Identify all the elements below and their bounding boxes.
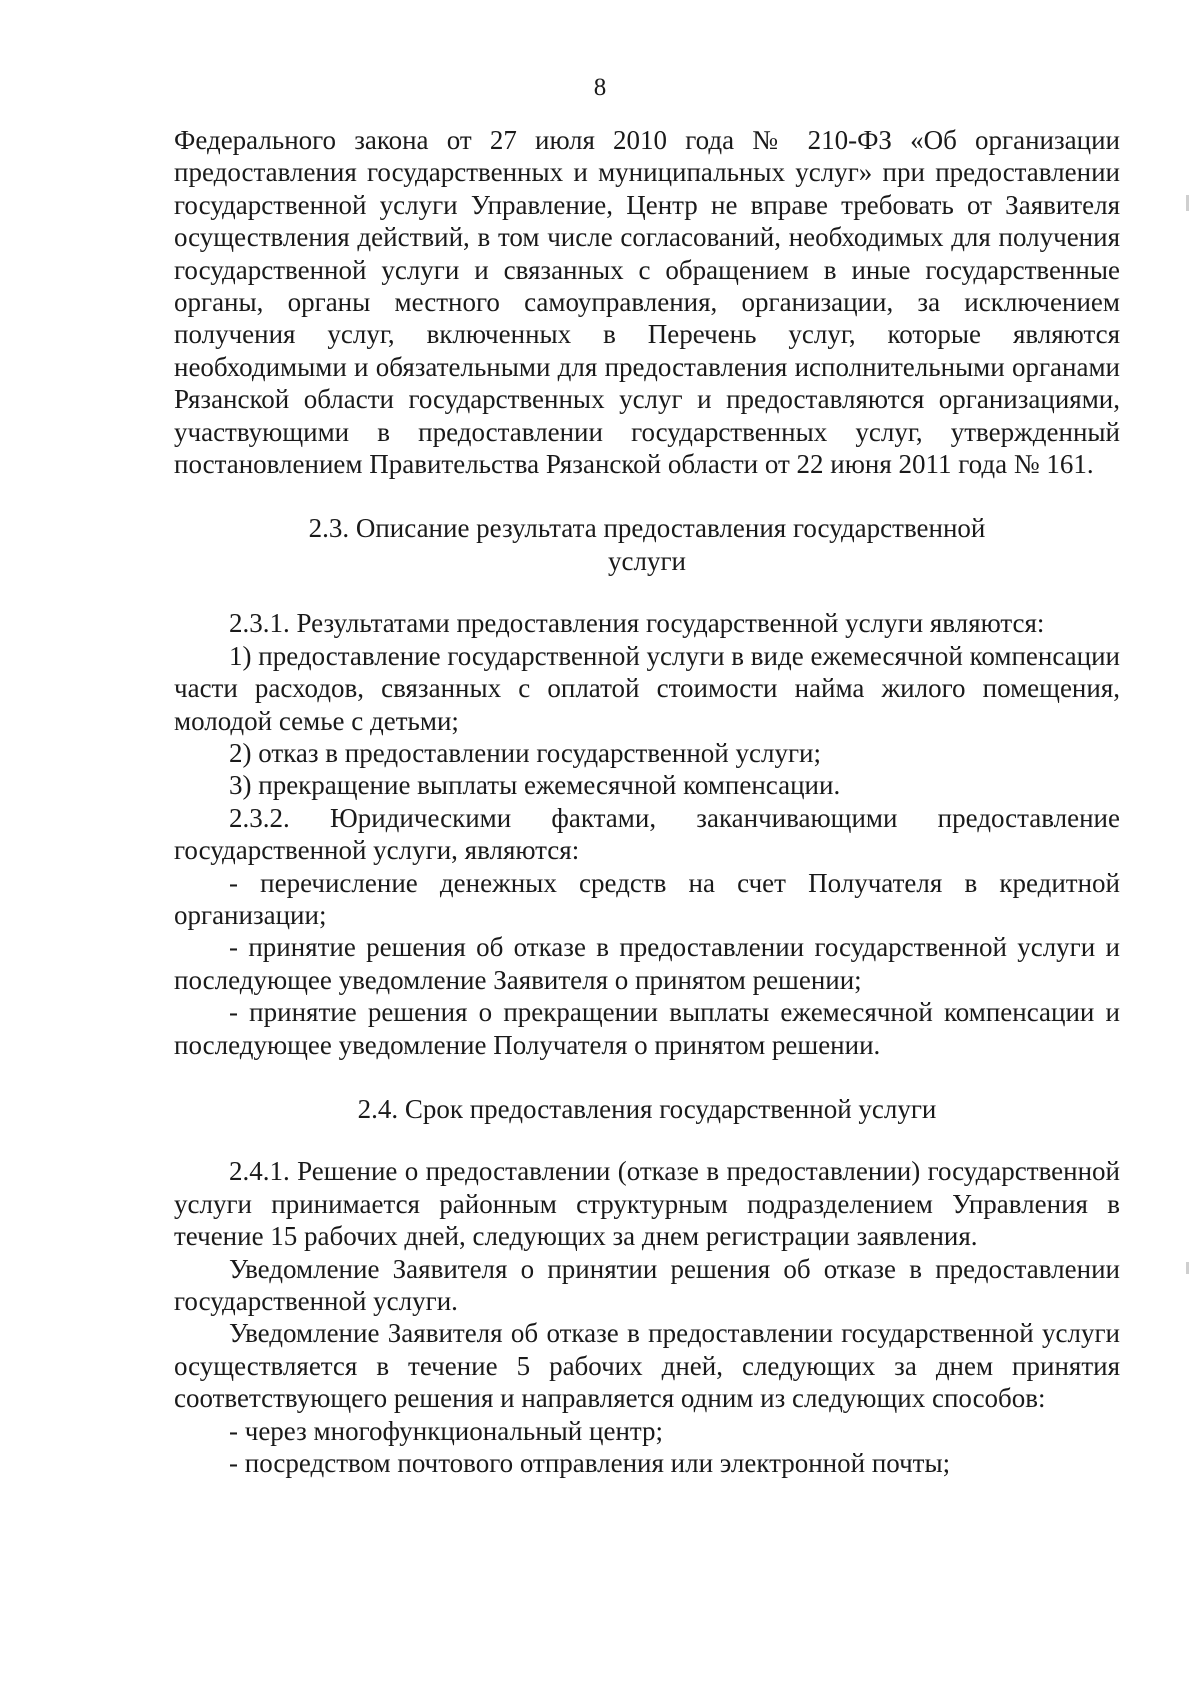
section-spacer	[174, 480, 1120, 512]
intro-paragraph: Федерального закона от 27 июля 2010 года № 210-ФЗ «Об организации предоставления государственных и муниципальных услуг» при предоставлении государственной услуги Управление, Центр не вправе требовать от Заявителя осуществления действий, в том числе согласований, необходимых для получения государственной услуги и связанных с обращением в иные государственные органы, органы местного самоуправления, организации, за исключением получения услуг, включенных в Перечень услуг, которые являются необходимыми и обязательными для предоставления исполнительными органами Рязанской области государственных услуг и предоставляются организациями, участвующими в предоставлении государственных услуг, утвержденный постановлением Правительства Рязанской области от 22 июня 2011 года № 161.	[174, 125, 1120, 480]
list-item-fact-1: - перечисление денежных средств на счет Получателя в кредитной организации;	[174, 867, 1120, 930]
document-body	[174, 124, 1120, 1479]
section-spacer	[174, 1125, 1120, 1155]
list-item-result-2: 2) отказ в предоставлении государственной услуги;	[229, 737, 821, 768]
list-item-fact-3: - принятие решения о прекращении выплаты ежемесячной компенсации и последующее уведомление Получателя о принятом решении.	[174, 997, 1120, 1060]
paragraph-notification-terms: Уведомление Заявителя об отказе в предоставлении государственной услуги осуществляется в течение 5 рабочих дней, следующих за днем принятия соответствующего решения и направляется одним из следующих способов:	[174, 1318, 1120, 1414]
section-heading-2-3: 2.3. Описание результата предоставления государственной услуги	[308, 513, 986, 576]
paragraph-2-3-1: 2.3.1. Результатами предоставления государственной услуги являются:	[229, 608, 1045, 639]
paragraph-2-3-2: 2.3.2. Юридическими фактами, заканчивающими предоставление государственной услуги, являются:	[174, 802, 1120, 866]
list-item-method-2: - посредством почтового отправления или электронной почты;	[229, 1448, 951, 1479]
list-item-result-1: 1) предоставление государственной услуги в виде ежемесячной компенсации части расходов, связанных с оплатой стоимости найма жилого помещения, молодой семье с детьми;	[174, 640, 1120, 736]
paragraph-notification: Уведомление Заявителя о принятии решения об отказе в предоставлении государственной услуги.	[174, 1253, 1120, 1316]
page-number: 8	[593, 74, 607, 101]
list-item-method-1: - через многофункциональный центр;	[229, 1415, 664, 1446]
section-heading-wrap	[174, 512, 1120, 577]
scan-edge-mark	[1186, 195, 1189, 211]
section-spacer	[174, 1061, 1120, 1093]
list-item-result-3: 3) прекращение выплаты ежемесячной компенсации.	[229, 770, 841, 801]
section-heading-wrap	[174, 1093, 1120, 1125]
paragraph-2-4-1: 2.4.1. Решение о предоставлении (отказе в предоставлении) государственной услуги принимается районным структурным подразделением Управления в течение 15 рабочих дней, следующих за днем регистрации заявления.	[174, 1156, 1120, 1252]
section-spacer	[174, 577, 1120, 607]
list-item-fact-2: - принятие решения об отказе в предоставлении государственной услуги и последующее уведомление Заявителя о принятом решении;	[174, 932, 1120, 995]
section-heading-2-4: 2.4. Срок предоставления государственной услуги	[357, 1093, 937, 1124]
scan-edge-mark	[1186, 1262, 1189, 1274]
